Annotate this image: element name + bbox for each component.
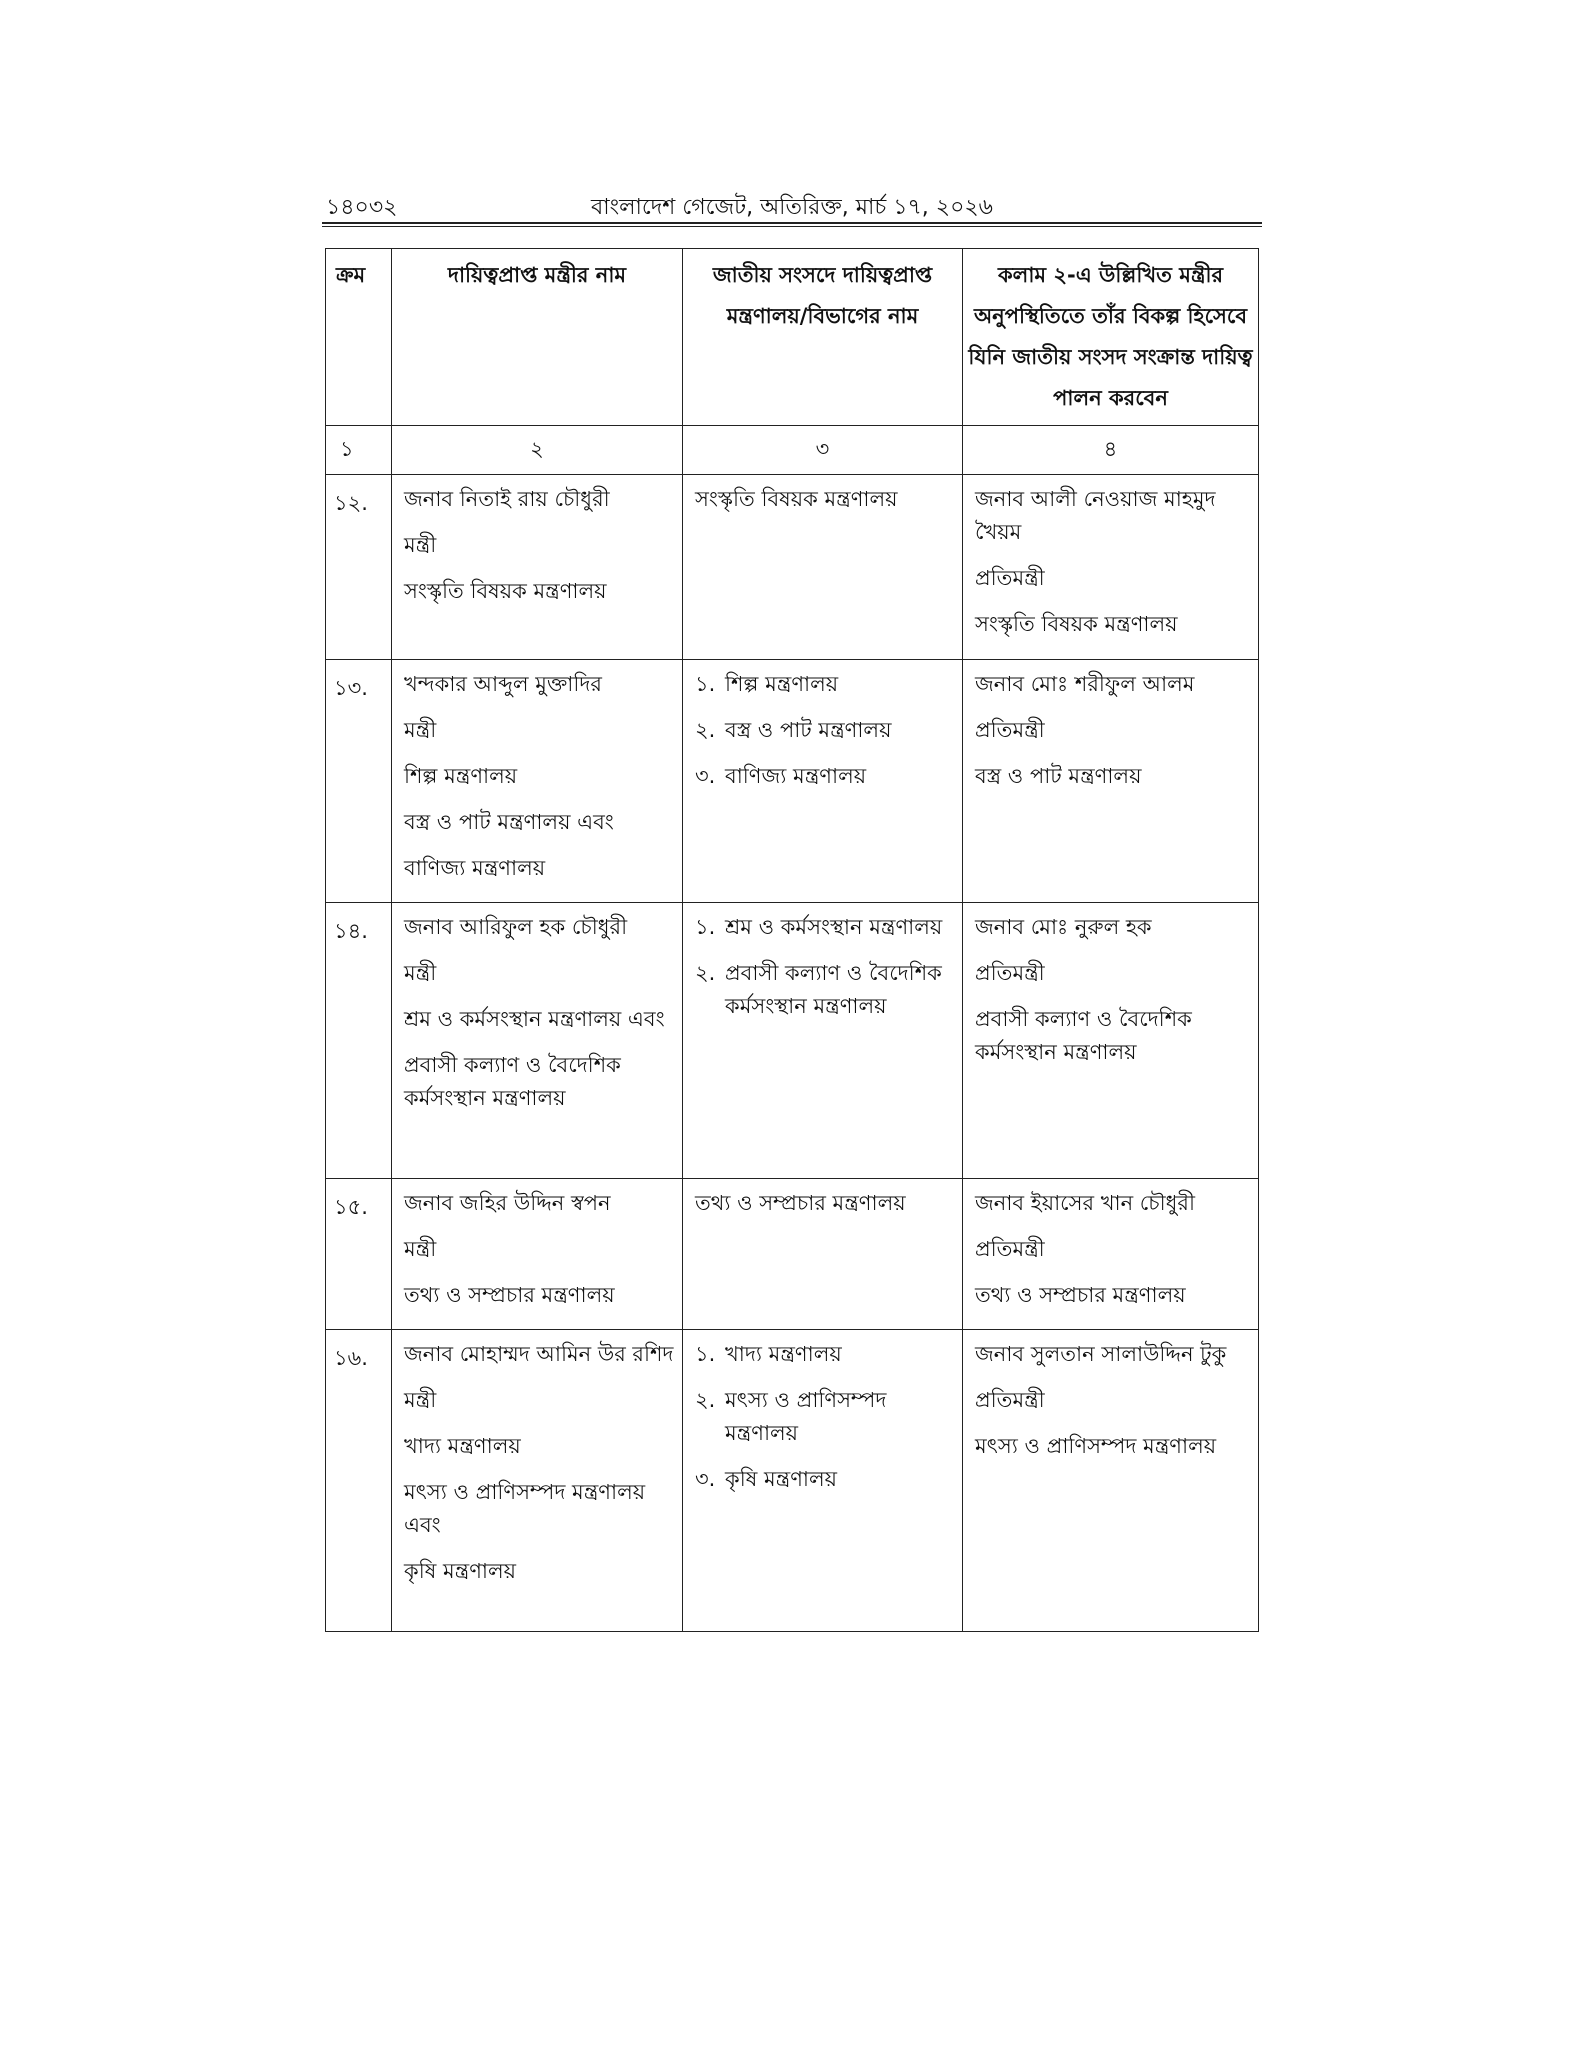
table-header-row (326, 249, 1259, 426)
ministers-table (325, 248, 1259, 1632)
minister-line: মন্ত্রী (404, 1237, 437, 1261)
table-row (326, 475, 1259, 660)
ministries-cell (683, 475, 963, 660)
alternate-line: জনাব মোঃ শরীফুল আলম (975, 672, 1195, 696)
alternate-cell (963, 1330, 1259, 1632)
ministry-list-number: ৩. (695, 1467, 716, 1491)
ministry-list-item (695, 668, 954, 701)
ministries-cell (683, 1179, 963, 1330)
ministry-list-item (695, 911, 954, 944)
minister-line: খন্দকার আব্দুল মুক্তাদির (404, 672, 602, 696)
row-serial: ১৩. (326, 660, 392, 903)
ministry-list-text: বাণিজ্য মন্ত্রণালয় (725, 764, 867, 788)
ministry-list-item (695, 1338, 954, 1371)
alternate-cell (963, 475, 1259, 660)
alternate-line: প্রবাসী কল্যাণ ও বৈদেশিক কর্মসংস্থান মন্ত্রণালয় (975, 1007, 1192, 1064)
minister-line: জনাব আরিফুল হক চৌধুরী (404, 915, 628, 939)
alternate-cell (963, 903, 1259, 1179)
column-number: ৩ (683, 426, 963, 475)
column-number: ৪ (963, 426, 1259, 475)
table-row (326, 1179, 1259, 1330)
table-row (326, 660, 1259, 903)
ministry-list-number: ২. (695, 718, 716, 742)
ministry-line: সংস্কৃতি বিষয়ক মন্ত্রণালয় (695, 487, 898, 511)
minister-line: প্রবাসী কল্যাণ ও বৈদেশিক কর্মসংস্থান মন্ত্রণালয় (404, 1053, 621, 1110)
minister-line: জনাব নিতাই রায় চৌধুরী (404, 487, 610, 511)
ministry-list-text: শিল্প মন্ত্রণালয় (725, 672, 839, 696)
column-number: ১ (326, 426, 392, 475)
header-rule (322, 222, 1262, 227)
minister-cell (392, 1330, 683, 1632)
ministry-list-item (695, 714, 954, 747)
ministry-list-item (695, 760, 954, 793)
row-serial: ১৪. (326, 903, 392, 1179)
minister-line: মৎস্য ও প্রাণিসম্পদ মন্ত্রণালয় এবং (404, 1480, 646, 1537)
alternate-line: প্রতিমন্ত্রী (975, 566, 1045, 590)
ministry-list-text: খাদ্য মন্ত্রণালয় (725, 1342, 842, 1366)
alternate-line: সংস্কৃতি বিষয়ক মন্ত্রণালয় (975, 612, 1178, 636)
minister-cell (392, 660, 683, 903)
minister-line: কৃষি মন্ত্রণালয় (404, 1559, 517, 1583)
alternate-line: প্রতিমন্ত্রী (975, 1388, 1045, 1412)
alternate-line: জনাব মোঃ নুরুল হক (975, 915, 1152, 939)
alternate-line: মৎস্য ও প্রাণিসম্পদ মন্ত্রণালয় (975, 1434, 1217, 1458)
header-alternate: কলাম ২-এ উল্লিখিত মন্ত্রীর অনুপস্থিতিতে তাঁর বিকল্প হিসেবে যিনি জাতীয় সংসদ সংক্রান্ত দায়িত্ব পালন করবেন (963, 249, 1259, 426)
minister-line: বাণিজ্য মন্ত্রণালয় (404, 856, 546, 880)
alternate-cell (963, 1179, 1259, 1330)
minister-line: জনাব জহির উদ্দিন স্বপন (404, 1191, 611, 1215)
minister-line: তথ্য ও সম্প্রচার মন্ত্রণালয় (404, 1283, 615, 1307)
header-minister: দায়িত্বপ্রাপ্ত মন্ত্রীর নাম (392, 249, 683, 426)
alternate-line: প্রতিমন্ত্রী (975, 1237, 1045, 1261)
ministry-list-number: ১. (695, 915, 716, 939)
ministry-list-number: ৩. (695, 764, 716, 788)
alternate-line: জনাব আলী নেওয়াজ মাহমুদ খৈয়ম (975, 487, 1216, 544)
ministry-list-text: বস্ত্র ও পাট মন্ত্রণালয় (725, 718, 892, 742)
ministry-list-number: ১. (695, 1342, 716, 1366)
minister-cell (392, 475, 683, 660)
gazette-title: বাংলাদেশ গেজেট, অতিরিক্ত, মার্চ ১৭, ২০২৬ (591, 195, 993, 220)
ministry-list-text: শ্রম ও কর্মসংস্থান মন্ত্রণালয় (725, 915, 943, 939)
minister-line: খাদ্য মন্ত্রণালয় (404, 1434, 521, 1458)
ministry-list-text: মৎস্য ও প্রাণিসম্পদ মন্ত্রণালয় (725, 1388, 887, 1445)
ministry-list-number: ২. (695, 961, 716, 985)
row-serial: ১৬. (326, 1330, 392, 1632)
minister-cell (392, 1179, 683, 1330)
page-header (322, 186, 1262, 226)
ministry-list-text: কৃষি মন্ত্রণালয় (725, 1467, 838, 1491)
alternate-line: তথ্য ও সম্প্রচার মন্ত্রণালয় (975, 1283, 1186, 1307)
ministry-list-item (695, 957, 954, 1023)
ministry-list-item (695, 1384, 954, 1450)
minister-cell (392, 903, 683, 1179)
ministry-line: তথ্য ও সম্প্রচার মন্ত্রণালয় (695, 1191, 906, 1215)
alternate-line: বস্ত্র ও পাট মন্ত্রণালয় (975, 764, 1142, 788)
minister-line: মন্ত্রী (404, 718, 437, 742)
minister-line: মন্ত্রী (404, 961, 437, 985)
ministry-list-number: ২. (695, 1388, 716, 1412)
table-row (326, 1330, 1259, 1632)
alternate-line: প্রতিমন্ত্রী (975, 961, 1045, 985)
minister-line: মন্ত্রী (404, 533, 437, 557)
table-row (326, 903, 1259, 1179)
ministries-cell (683, 903, 963, 1179)
minister-line: শিল্প মন্ত্রণালয় (404, 764, 518, 788)
minister-line: বস্ত্র ও পাট মন্ত্রণালয় এবং (404, 810, 614, 834)
alternate-line: জনাব ইয়াসের খান চৌধুরী (975, 1191, 1195, 1215)
alternate-line: জনাব সুলতান সালাউদ্দিন টুকু (975, 1342, 1227, 1366)
header-serial: ক্রম (326, 249, 392, 426)
row-serial: ১৫. (326, 1179, 392, 1330)
minister-line: মন্ত্রী (404, 1388, 437, 1412)
alternate-line: প্রতিমন্ত্রী (975, 718, 1045, 742)
ministry-list-item (695, 1463, 954, 1496)
ministries-cell (683, 660, 963, 903)
column-number-row (326, 426, 1259, 475)
minister-line: শ্রম ও কর্মসংস্থান মন্ত্রণালয় এবং (404, 1007, 665, 1031)
ministry-list-text: প্রবাসী কল্যাণ ও বৈদেশিক কর্মসংস্থান মন্ত্রণালয় (725, 961, 942, 1018)
column-number: ২ (392, 426, 683, 475)
alternate-cell (963, 660, 1259, 903)
header-ministries: জাতীয় সংসদে দায়িত্বপ্রাপ্ত মন্ত্রণালয়/বিভাগের নাম (683, 249, 963, 426)
minister-line: জনাব মোহাম্মদ আমিন উর রশিদ (404, 1342, 674, 1366)
ministries-cell (683, 1330, 963, 1632)
row-serial: ১২. (326, 475, 392, 660)
page-number: ১৪০৩২ (326, 195, 398, 220)
minister-line: সংস্কৃতি বিষয়ক মন্ত্রণালয় (404, 579, 607, 603)
ministry-list-number: ১. (695, 672, 716, 696)
